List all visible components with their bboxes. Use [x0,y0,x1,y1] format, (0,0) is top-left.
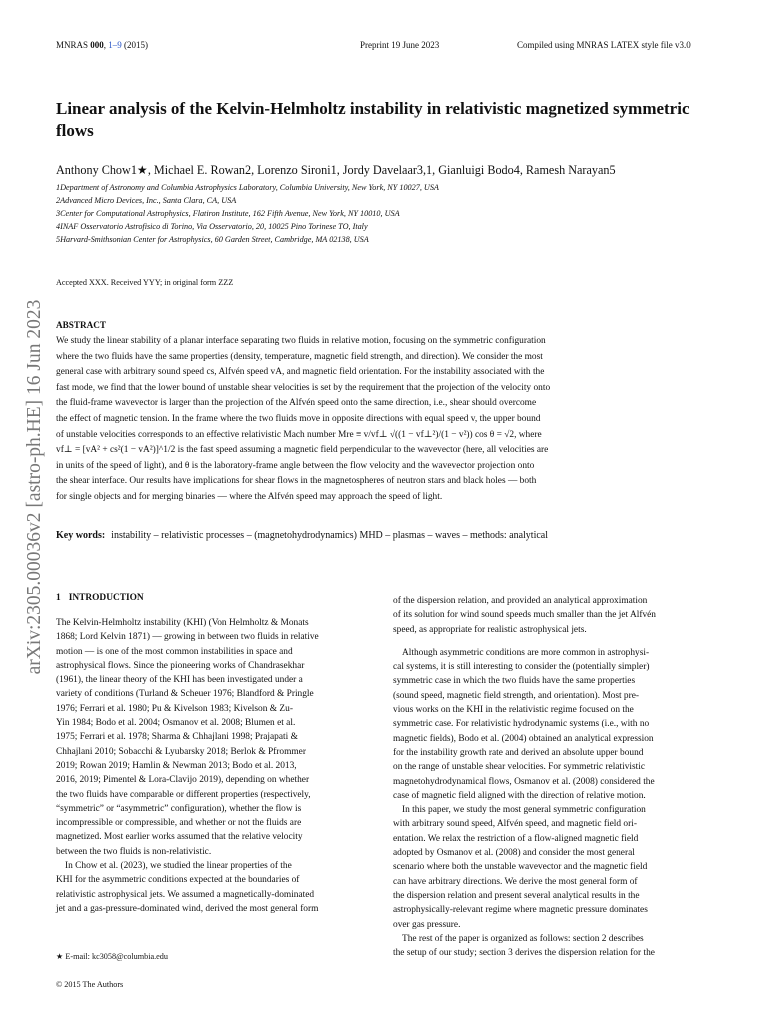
abstract-line: the fluid-frame wavevector is larger than the projection of the Alfvén speed onto the same direction, i.e., shear should overcome [56,398,537,409]
text-line: magnetic fields), Bodo et al. (2004) obtained an analytical expression [393,733,654,744]
abstract-line: general case with arbitrary sound speed cs, Alfvén speed vA, and magnetic field orientation. For the instability associated with the [56,367,545,378]
abstract-line: of unstable velocities corresponds to an effective relativistic Mach number Mre ≡ v/vf⊥ √((1 − vf⊥²)/(1 − v²)) cos θ = √2, where [56,429,542,440]
text-line: the two fluids have comparable or different properties (respectively, [56,789,311,800]
section-heading [56,593,144,603]
affiliation-1: 1Department of Astronomy and Columbia Astrophysics Laboratory, Columbia University, New York, NY 10027, USA [56,183,439,192]
text-line: 1868; Lord Kelvin 1871) — growing in between two fluids in relative [56,632,319,643]
text-line: adopted by Osmanov et al. (2008) and consider the most general [393,848,635,859]
arxiv-stamp [20,247,50,727]
text-line: motion — is one of the most common instabilities in space and [56,646,293,657]
text-line: magnetized. Most earlier works assumed that the relative velocity [56,832,303,843]
text-line: on the range of unstable shear velocities. For symmetric relativistic [393,762,646,773]
keywords-label: Key words: [56,530,106,541]
abstract-line: the shear interface. Our results have implications for shear flows in the magnetospheres of neutron stars and black holes — both [56,476,537,487]
text-line: The rest of the paper is organized as follows: section 2 describes [402,933,644,944]
text-line: (sound speed, magnetic field strength, and orientation). Most pre- [393,690,640,701]
abstract-line: We study the linear stability of a planar interface separating two fluids in relative motion, focusing on the symmetric configuration [56,336,546,346]
affiliation-4: 4INAF Osservatorio Astrofisico di Torino, Via Osservatorio, 20, 10025 Pino Torinese TO, Italy [56,222,368,231]
keywords-list: instability – relativistic processes – (magnetohydrodynamics) MHD – plasmas – waves – methods: analytical [111,530,549,541]
text-line: (1961), the linear theory of the KHI has been investigated under a [56,675,303,686]
text-line: 1976; Ferrari et al. 1980; Pu & Kivelson 1983; Kivelson & Zu- [56,703,293,714]
affiliations [56,181,736,246]
copyright-notice: © 2015 The Authors [56,980,124,989]
text-line: variety of conditions (Turland & Scheuer 1976; Blandford & Pringle [56,689,314,700]
text-line: case of magnetic field aligned with the direction of relative motion. [393,790,646,801]
text-line: astrophysical flows. Since the pioneering works of Chandrasekhar [56,660,305,671]
text-line: vious works on the KHI in the relativistic regime focused on the [393,705,634,716]
text-line: for the instability growth rate and derived an absolute upper bound [393,747,644,758]
abstract-line: where the two fluids have the same properties (density, temperature, magnetic field strength, and direction). We consider the most [56,351,543,362]
text-line: cal systems, it is still interesting to consider the (potentially simpler) [393,662,650,673]
abstract-line: in units of the speed of light), and θ is the laboratory-frame angle between the flow velocity and the wavevector projection onto [56,460,535,471]
compile-note: Compiled using MNRAS LATEX style file v3.0 [517,40,691,50]
text-line: entation. We relax the restriction of a flow-aligned magnetic field [393,833,639,844]
email-footnote: ★ E-mail: kc3058@columbia.edu [56,952,168,961]
right-column [393,594,709,960]
text-line: speed, as appropriate for realistic astrophysical jets. [393,624,587,635]
author-list: Anthony Chow1★, Michael E. Rowan2, Lorenzo Sironi1, Jordy Davelaar3,1, Gianluigi Bodo4, Ramesh Narayan5 [56,163,616,177]
abstract-line: vf⊥ = [vA² + cs²(1 − vA²)]^1/2 is the fast speed assuming a magnetic field perpendicular to the wavevector (here, all velocities are [56,445,549,456]
paragraph-gap [393,637,709,646]
text-line: the dispersion relation and present several analytical results in the [393,890,640,901]
page-range-link[interactable]: 1–9 [108,40,122,50]
text-line: of the dispersion relation, and provided an analytical approximation [393,596,648,606]
journal-ref: MNRAS 000, 1–9 (2015) [56,40,149,50]
text-line: symmetric case in which the two fluids have the same properties [393,676,636,687]
text-line: jet and a gas-pressure-dominated wind, derived the most general form [56,903,319,914]
text-line: KHI for the asymmetric conditions expected at the boundaries of [56,875,300,886]
abstract-line: fast mode, we find that the lower bound of unstable shear velocities is set by the requirement that the projection of the velocity onto [56,382,551,393]
text-line: 2019; Rowan 2019; Hamlin & Newman 2013; Bodo et al. 2013, [56,760,297,771]
text-line: 2016, 2019; Pimentel & Lora-Clavijo 2019), depending on whether [56,775,310,786]
affiliation-3: 3Center for Computational Astrophysics, Flatiron Institute, 162 Fifth Avenue, New York, NY 10010, USA [56,209,400,218]
affiliation-2: 2Advanced Micro Devices, Inc., Santa Clara, CA, USA [56,196,237,205]
paper-title: Linear analysis of the Kelvin-Helmholtz instability in relativistic magnetized symmetric flows [56,99,690,140]
keywords [56,530,716,541]
text-line: with arbitrary sound speed, Alfvén speed, and magnetic field ori- [393,819,637,830]
abstract-heading: ABSTRACT [56,320,107,330]
text-line: Although asymmetric conditions are more common in astrophysi- [402,647,650,658]
left-column [56,616,372,916]
text-line: Chhajlani 2010; Sobacchi & Lyubarsky 2018; Berlok & Pfrommer [56,746,306,757]
text-line: symmetric case. For relativistic hydrodynamic systems (i.e., with no [393,719,650,730]
text-line: incompressible or compressible, and whether or not the fluids are [56,818,302,829]
section-title: INTRODUCTION [68,593,144,603]
abstract-body [56,334,710,506]
text-line: relativistic astrophysical jets. We assumed a magnetically-dominated [56,889,315,900]
preprint-date: Preprint 19 June 2023 [360,40,440,50]
abstract-line: the effect of magnetic tension. In the frame where the two fluids move in opposite directions with equal speed v, the upper bound [56,413,541,424]
text-line: magnetohydrodynamical flows, Osmanov et al. (2008) considered the [393,776,655,787]
text-line: The Kelvin-Helmholtz instability (KHI) (Von Helmholtz & Monats [56,618,309,628]
text-line: “symmetric” or “asymmetric” configuration), whether the flow is [56,803,302,814]
text-line: can have arbitrary directions. We derive the most general form of [393,876,638,887]
section-number: 1 [56,593,61,603]
text-line: over gas pressure. [393,919,461,930]
text-line: In Chow et al. (2023), we studied the linear properties of the [65,861,292,872]
accepted-line: Accepted XXX. Received YYY; in original form ZZZ [56,278,234,287]
text-line: scenario where both the unstable wavevector and the magnetic field [393,862,648,873]
text-line: In this paper, we study the most general symmetric configuration [402,805,646,816]
abstract-line: for single objects and for merging binaries — where the Alfvén speed may approach the speed of light. [56,491,443,502]
text-line: 1975; Ferrari et al. 1978; Sharma & Chhajlani 1998; Prajapati & [56,732,298,743]
text-line: of its solution for wind sound speeds much smaller than the jet Alfvén [393,610,656,621]
text-line: astrophysically-relevant regime where magnetic pressure dominates [393,905,648,916]
affiliation-5: 5Harvard-Smithsonian Center for Astrophysics, 60 Garden Street, Cambridge, MA 02138, USA [56,235,369,244]
text-line: the setup of our study; section 3 derives the dispersion relation for the [393,948,655,959]
arxiv-id: arXiv:2305.00036v2 [astro-ph.HE] 16 Jun 2023 [24,299,45,675]
text-line: Yin 1984; Bodo et al. 2004; Osmanov et al. 2008; Blumen et al. [56,718,296,729]
text-line: between the two fluids is non-relativistic. [56,846,212,857]
